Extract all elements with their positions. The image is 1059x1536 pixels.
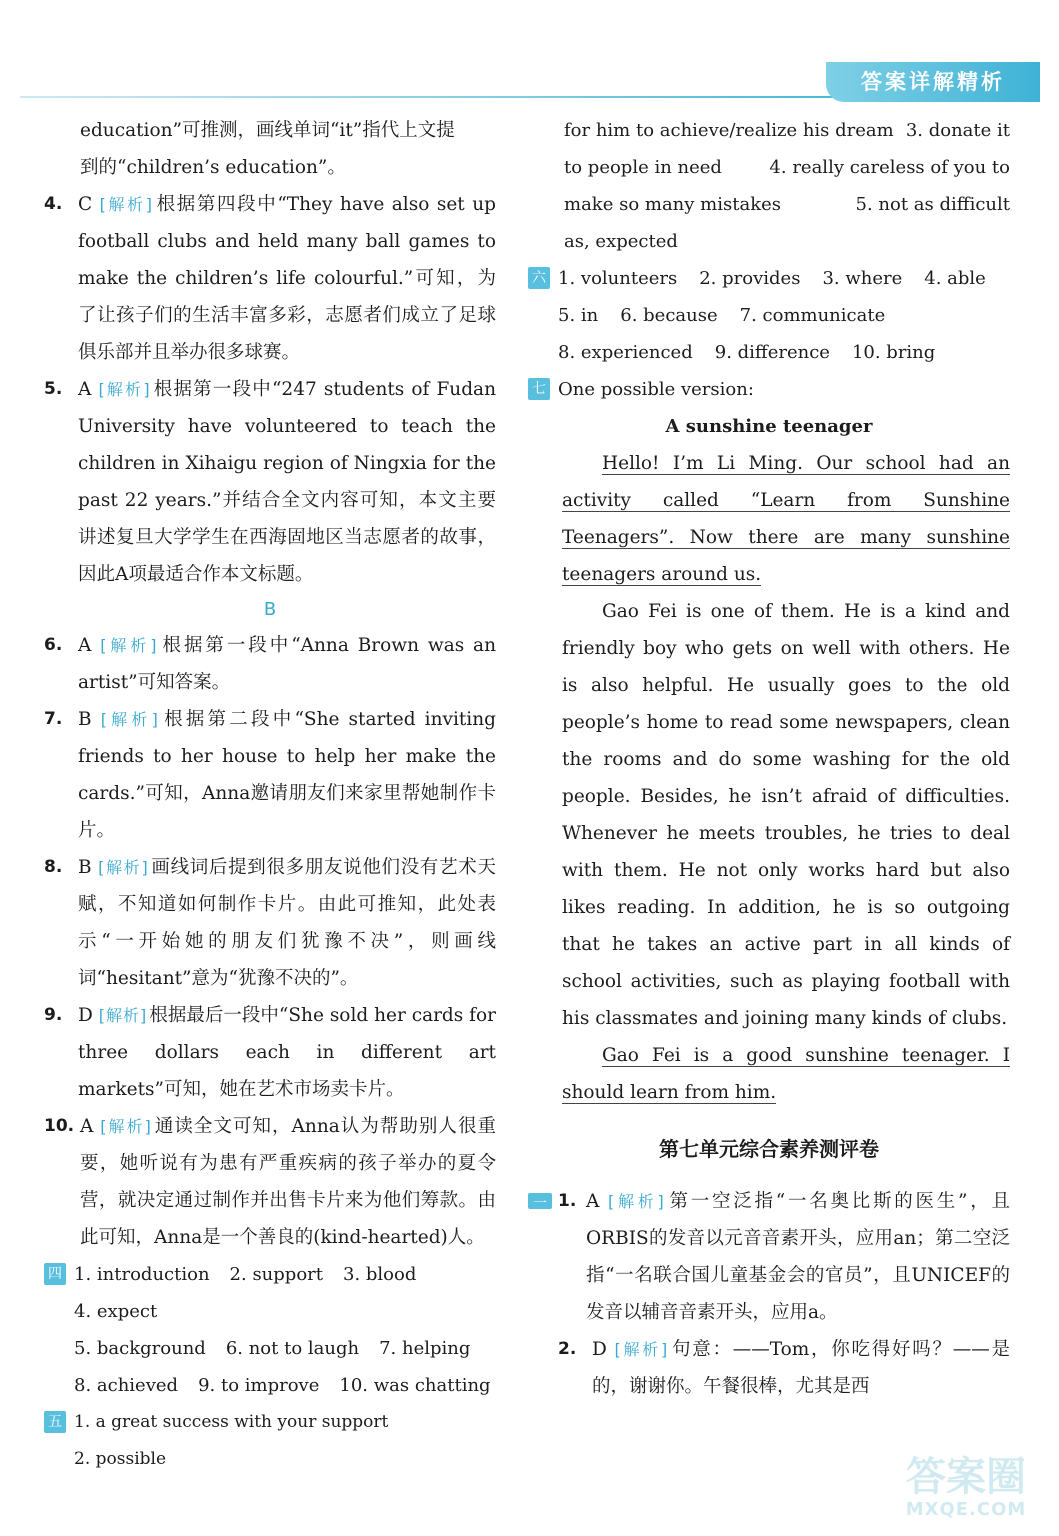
analysis-tag: [解析] [98,380,151,399]
section-five-continued: for him to achieve/realize his dream 3. donate it to people in need 4. really careless of you to make so many mistakes 5. not as difficult as, expected [564,120,1010,252]
answer-row: 1. volunteers 2. provides 3. where 4. able [558,268,986,289]
essay-paragraph: Hello! I’m Li Ming. Our school had an activity called “Learn from Sunshine Teenagers”. Now there are many sunshine teenagers around us. [562,453,1010,585]
section-badge: 五 [44,1411,66,1433]
exam-title: 第七单元综合素养测评卷 [659,1137,879,1161]
answer-item: 6. A [解析] 根据第一段中“Anna Brown was an artist”可知答案。 [44,635,496,693]
essay [528,445,1010,1111]
section-badge: 六 [528,267,550,289]
answer-row: 8. achieved 9. to improve 10. was chatting [74,1375,491,1396]
section-badge: 一 [528,1193,552,1209]
answer-row: 5. background 6. not to laugh 7. helping [74,1338,471,1359]
section-seven: 七 One possible version: [528,371,1010,408]
section-badge: 四 [44,1263,66,1285]
analysis-tag: [解析] [100,710,159,729]
answer-item: 9. D [解析] 根据最后一段中“She sold her cards for three dollars each in different art markets”可知，她在艺术市场卖卡片。 [44,1005,496,1100]
essay-paragraph: Gao Fei is a good sunshine teenager. I should learn from him. [562,1045,1010,1103]
section-four [44,1256,496,1404]
analysis-tag: [解析] [99,195,153,214]
analysis-tag: [解析] [614,1340,669,1359]
header-rule [20,96,840,98]
answer-item: 4. C [解析] 根据第四段中“They have also set up football clubs and held many ball games to make the children’s life colourful.”可知，为了让孩子们的生活丰富多彩，志愿者们成立了足球俱乐部并且举办很多球赛。 [44,194,496,363]
section-five: 五 1. a great success with your support 2. possible [44,1404,496,1478]
section-six [528,260,1010,371]
analysis-tag: [解析] [98,858,149,877]
answer-item: 10. A [解析] 通读全文可知，Anna认为帮助别人很重要，她听说有为患有严重疾病的孩子举办的夏令营，就决定通过制作并出售卡片来为他们筹款。由此可知，Anna是一个善良的(kind-hearted)人。 [44,1116,496,1248]
analysis-tag: [解析] [100,636,158,655]
right-column [528,112,1010,1405]
answer-row: 8. experienced 9. difference 10. bring [558,342,936,363]
header-title: 答案详解精析 [826,62,1040,102]
watermark-logo: 答案圈 MXQE.COM [905,1454,1027,1520]
exam-item: 2. D [解析] 句意：——Tom，你吃得好吗？——是的，谢谢你。午餐很棒，尤其是西 [558,1339,1010,1397]
left-column [44,112,496,1478]
exam-item: 一 1. A [解析] 第一空泛指“一名奥比斯的医生”，且ORBIS的发音以元音音素开头，应用an；第二空泛指“一名联合国儿童基金会的官员”，且UNICEF的发音以辅音音素开头，应用a。 [528,1183,1010,1331]
essay-paragraph: Gao Fei is one of them. He is a kind and friendly boy who gets on well with others. He is also helpful. He usually goes to the old people’s home to read some newspapers, clean the rooms and do some washing for the old people. Besides, he isn’t afraid of difficulties. Whenever he meets troubles, he tries to deal with them. He not only works hard but also likes reading. In addition, he is so outgoing that he takes an active part in all kinds of school activities, such as playing football with his classmates and joining many kinds of clubs. [562,601,1010,1029]
essay-title: A sunshine teenager [665,416,873,437]
continuation-text: education”可推测，画线单词“it”指代上文提 到的“children’s education”。 [80,120,455,178]
part-b-label: B [263,599,277,620]
section-badge: 七 [528,378,550,400]
answer-item: 8. B [解析] 画线词后提到很多朋友说他们没有艺术天赋，不知道如何制作卡片。由此可推知，此处表示“一开始她的朋友们犹豫不决”，则画线词“hesitant”意为“犹豫不决的”。 [44,857,496,989]
analysis-tag: [解析] [98,1006,148,1025]
answer-item: 5. A [解析] 根据第一段中“247 students of Fudan University have volunteered to teach the children in Xihaigu region of Ningxia for the past 22 years.”并结合全文内容可知，本文主要讲述复旦大学学生在西海固地区当志愿者的故事，因此A项最适合作本文标题。 [44,379,496,585]
answer-row: 1. introduction 2. support 3. blood 4. expect [74,1264,417,1322]
analysis-tag: [解析] [608,1192,665,1211]
answer-item: 7. B [解析] 根据第二段中“She started inviting friends to her house to help her make the cards.”可知，Anna邀请朋友们来家里帮她制作卡片。 [44,709,496,841]
analysis-tag: [解析] [100,1117,152,1136]
answer-row: 5. in 6. because 7. communicate [558,305,886,326]
